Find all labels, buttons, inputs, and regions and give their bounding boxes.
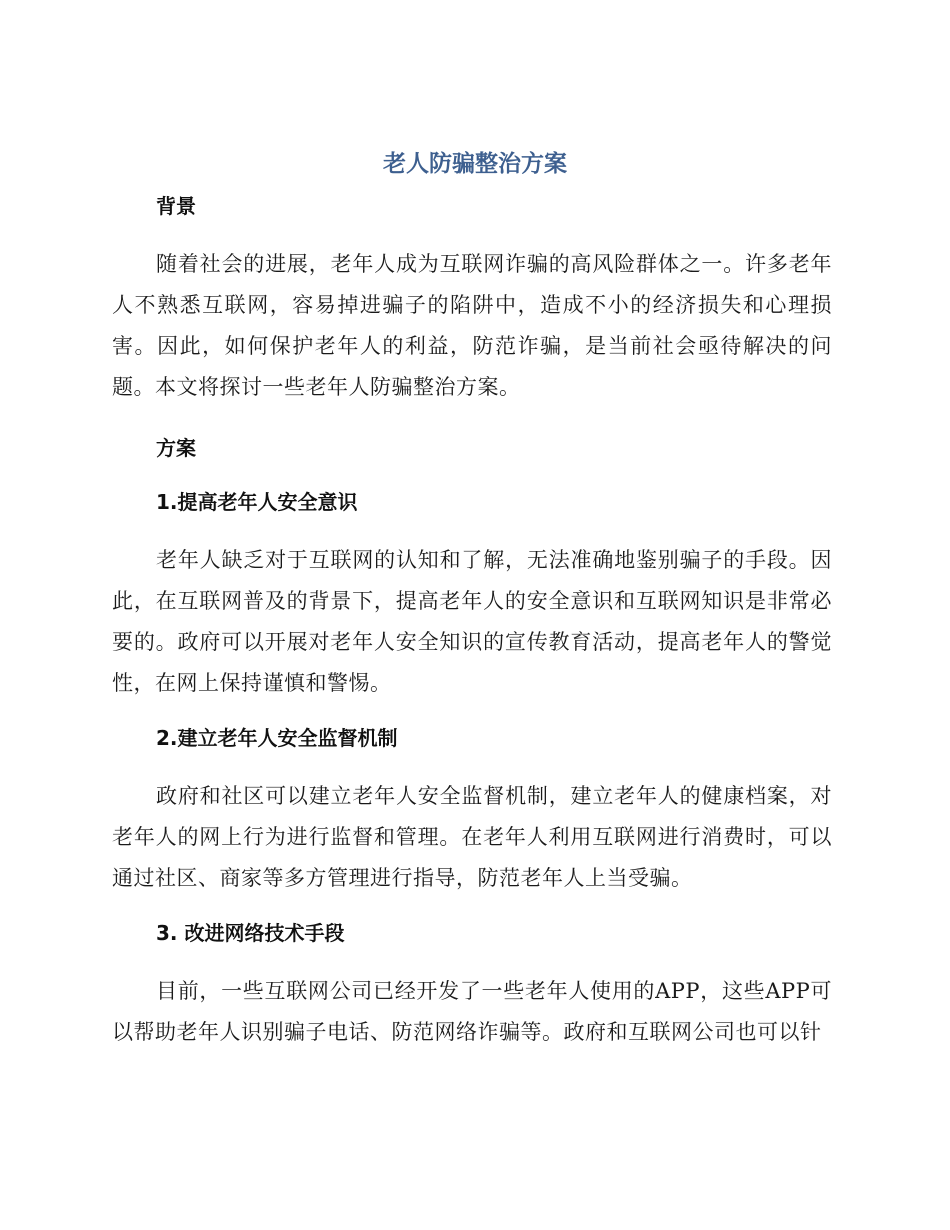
subheading-item-2: 2.建立老年人安全监督机制 [156,726,398,750]
paragraph-item-2: 政府和社区可以建立老年人安全监督机制，建立老年人的健康档案，对老年人的网上行为进行监督和管理。在老年人利用互联网进行消费时，可以通过社区、商家等多方管理进行指导，防范老年人上当受骗。 [112,784,832,890]
document-body [112,190,832,1053]
section-heading-background: 背景 [156,194,196,218]
document-title: 老人防骗整治方案 [383,151,567,177]
subheading-item-1: 1.提高老年人安全意识 [156,490,358,514]
section-heading-plan: 方案 [156,436,196,460]
subheading-item-3: 3. 改进网络技术手段 [156,921,345,945]
paragraph-item-1: 老年人缺乏对于互联网的认知和了解，无法准确地鉴别骗子的手段。因此，在互联网普及的背景下，提高老年人的安全意识和互联网知识是非常必要的。政府可以开展对老年人安全知识的宣传教育活动，提高老年人的警觉性，在网上保持谨慎和警惕。 [112,548,832,695]
paragraph-background: 随着社会的进展，老年人成为互联网诈骗的高风险群体之一。许多老年人不熟悉互联网，容易掉进骗子的陷阱中，造成不小的经济损失和心理损害。因此，如何保护老年人的利益，防范诈骗，是当前社会亟待解决的问题。本文将探讨一些老年人防骗整治方案。 [112,252,832,399]
paragraph-item-3: 目前，一些互联网公司已经开发了一些老年人使用的APP，这些APP可以帮助老年人识别骗子电话、防范网络诈骗等。政府和互联网公司也可以针 [112,979,832,1044]
